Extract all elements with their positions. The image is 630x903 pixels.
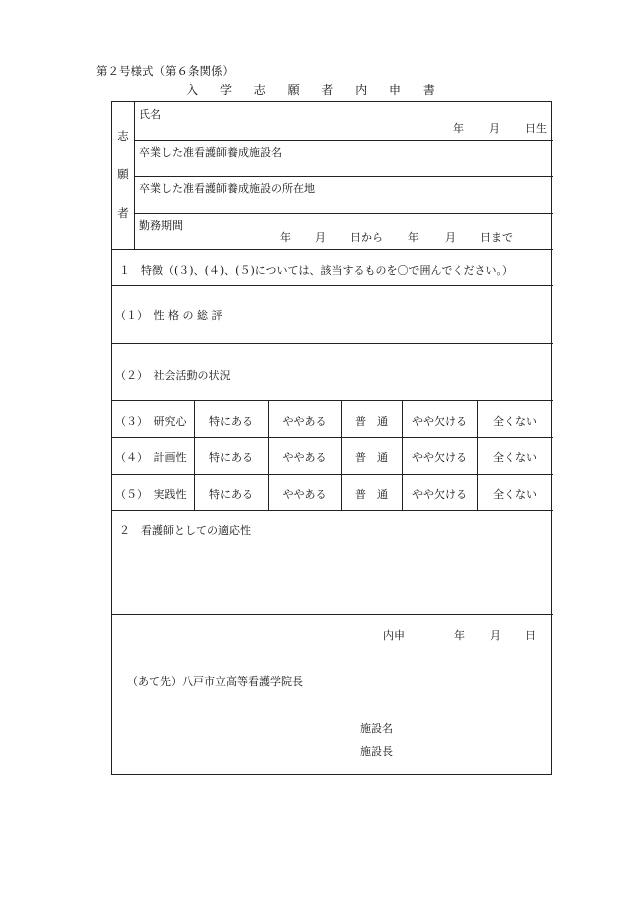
employment-to-month: 月 xyxy=(445,231,456,244)
employment-period-label: 勤務期間 xyxy=(139,219,183,232)
side-label-char-2: 願 xyxy=(117,167,129,181)
row-divider xyxy=(112,285,553,286)
social-activity-label: （２） 社会活動の状況 xyxy=(115,369,231,382)
rating-option-somewhat-lacking[interactable]: やや欠ける xyxy=(412,488,467,501)
rating-option-somewhat-lacking[interactable]: やや欠ける xyxy=(412,451,467,464)
facility-head-label: 施設長 xyxy=(360,745,393,758)
row-divider xyxy=(134,213,553,214)
rating-option-somewhat[interactable]: ややある xyxy=(282,488,327,501)
rating-label: （４） 計画性 xyxy=(115,451,187,464)
birth-month-label: 月 xyxy=(489,122,500,135)
form-number: 第２号様式（第６条関係） xyxy=(96,64,234,78)
row-divider xyxy=(112,510,553,511)
rating-option-somewhat[interactable]: ややある xyxy=(282,451,327,464)
row-divider xyxy=(112,474,553,475)
general-review-label: （１） 性 格 の 総 評 xyxy=(115,309,223,322)
row-divider xyxy=(112,437,553,438)
section2-heading: ２ 看護師としての適応性 xyxy=(119,524,251,537)
name-label: 氏名 xyxy=(139,108,161,121)
report-month-label: 月 xyxy=(490,629,501,642)
side-label-char-3: 者 xyxy=(117,206,129,220)
applicant-side-label xyxy=(112,102,134,249)
report-year-label: 年 xyxy=(454,629,465,642)
rating-option-somewhat[interactable]: ややある xyxy=(282,415,327,428)
rating-option-very[interactable]: 特にある xyxy=(209,415,253,428)
employment-from-day: 日から xyxy=(350,231,383,244)
facility-name-label: 施設名 xyxy=(360,722,393,735)
document-title: 入 学 志 願 者 内 申 書 xyxy=(186,83,444,97)
row-divider xyxy=(134,176,553,177)
school-name-label: 卒業した准看護師養成施設名 xyxy=(139,146,282,159)
addressee: （あて先）八戸市立高等看護学院長 xyxy=(127,675,303,688)
row-divider xyxy=(112,343,553,344)
employment-from-month: 月 xyxy=(315,231,326,244)
side-label-char-1: 志 xyxy=(117,129,129,143)
rating-option-none[interactable]: 全くない xyxy=(493,451,537,464)
section1-heading: １ 特徴（(３)、(４)、(５)については、該当するものを〇で囲んでください。） xyxy=(119,264,514,277)
employment-to-day: 日まで xyxy=(480,231,513,244)
row-divider xyxy=(112,249,553,250)
report-date-label: 内申 xyxy=(383,629,405,642)
rating-option-average[interactable]: 普 通 xyxy=(355,451,388,464)
application-form-table xyxy=(111,101,552,775)
rating-option-very[interactable]: 特にある xyxy=(209,451,253,464)
rating-option-somewhat-lacking[interactable]: やや欠ける xyxy=(412,415,467,428)
rating-option-average[interactable]: 普 通 xyxy=(355,415,388,428)
rating-label: （５） 実践性 xyxy=(115,488,187,501)
rating-label: （３） 研究心 xyxy=(115,415,187,428)
employment-to-year: 年 xyxy=(408,231,419,244)
employment-from-year: 年 xyxy=(280,231,291,244)
rating-option-none[interactable]: 全くない xyxy=(493,488,537,501)
rating-option-none[interactable]: 全くない xyxy=(493,415,537,428)
row-divider xyxy=(134,140,553,141)
birth-year-label: 年 xyxy=(453,122,464,135)
row-divider xyxy=(112,400,553,401)
report-day-label: 日 xyxy=(525,629,536,642)
rating-option-very[interactable]: 特にある xyxy=(209,488,253,501)
row-divider xyxy=(112,614,553,615)
rating-option-average[interactable]: 普 通 xyxy=(355,488,388,501)
birth-day-label: 日生 xyxy=(525,122,547,135)
school-address-label: 卒業した准看護師養成施設の所在地 xyxy=(139,182,315,195)
